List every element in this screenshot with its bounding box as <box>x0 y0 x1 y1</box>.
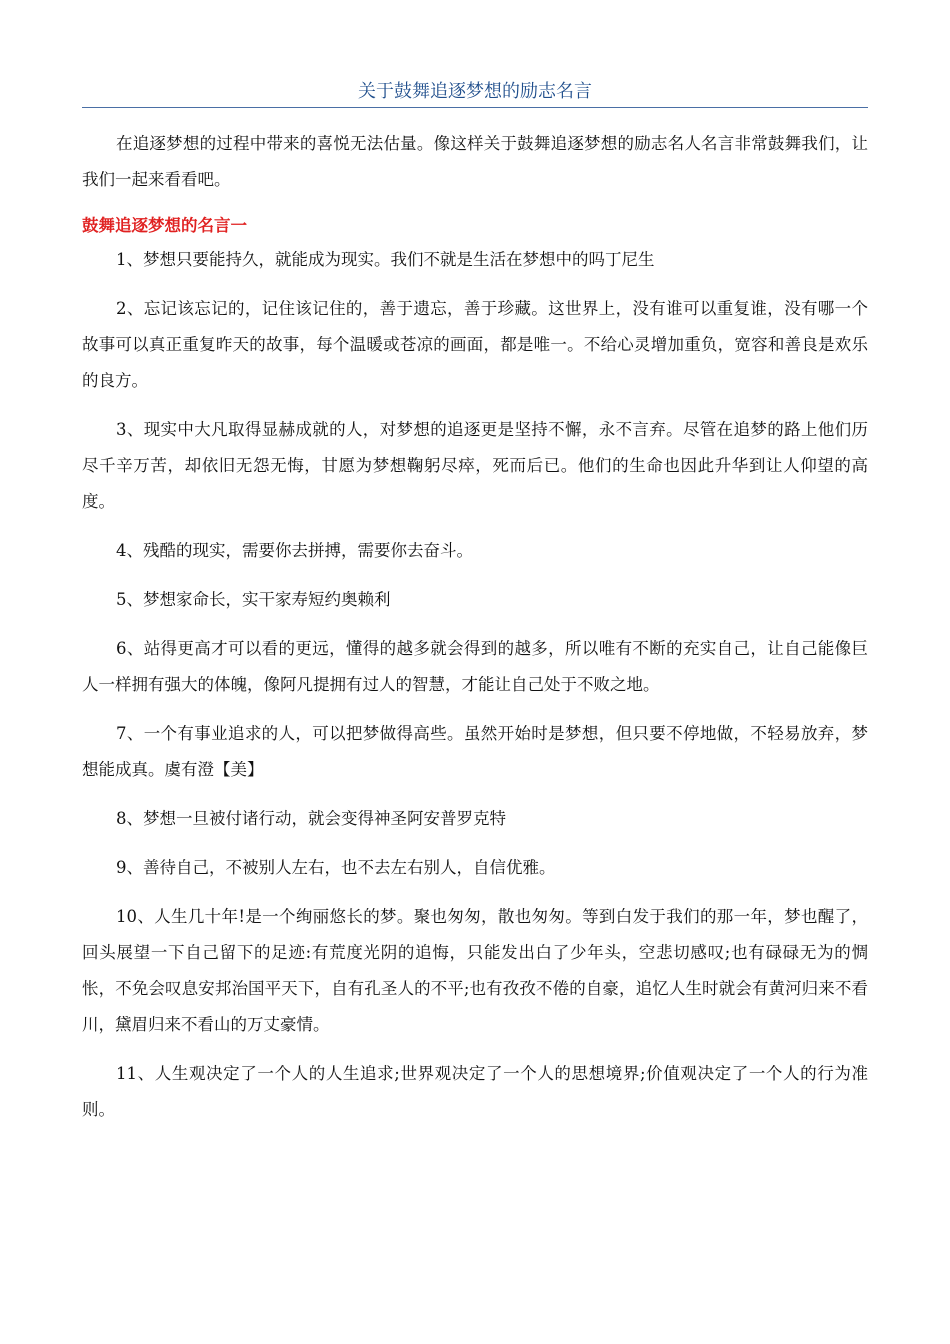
quote-item: 6、站得更高才可以看的更远，懂得的越多就会得到的越多，所以唯有不断的充实自己，让自己能像巨人一样拥有强大的体魄，像阿凡提拥有过人的智慧，才能让自己处于不败之地。 <box>82 639 868 694</box>
quote-item: 3、现实中大凡取得显赫成就的人，对梦想的追逐更是坚持不懈，永不言弃。尽管在追梦的路上他们历尽千辛万苦，却依旧无怨无悔，甘愿为梦想鞠躬尽瘁，死而后已。他们的生命也因此升华到让人仰望的高度。 <box>82 420 868 511</box>
quote-item: 5、梦想家命长，实干家寿短约奥赖利 <box>116 590 391 609</box>
quote-item: 7、一个有事业追求的人，可以把梦做得高些。虽然开始时是梦想，但只要不停地做，不轻易放弃，梦想能成真。虞有澄【美】 <box>82 724 868 779</box>
quote-item: 9、善待自己，不被别人左右，也不去左右别人，自信优雅。 <box>116 858 556 877</box>
quote-item: 1、梦想只要能持久，就能成为现实。我们不就是生活在梦想中的吗丁尼生 <box>116 250 655 269</box>
page-title: 关于鼓舞追逐梦想的励志名言 <box>358 81 592 102</box>
quote-item: 2、忘记该忘记的，记住该记住的，善于遗忘，善于珍藏。这世界上，没有谁可以重复谁，没有哪一个故事可以真正重复昨天的故事，每个温暖或苍凉的画面，都是唯一。不给心灵增加重负，宽容和善良是欢乐的良方。 <box>82 299 868 390</box>
intro-paragraph: 在追逐梦想的过程中带来的喜悦无法估量。像这样关于鼓舞追逐梦想的励志名人名言非常鼓舞我们，让我们一起来看看吧。 <box>82 134 868 189</box>
quote-item: 10、人生几十年!是一个绚丽悠长的梦。聚也匆匆，散也匆匆。等到白发于我们的那一年，梦也醒了，回头展望一下自己留下的足迹:有荒度光阴的追悔，只能发出白了少年头，空悲切感叹;也有碌碌无为的惆怅，不免会叹息安邦治国平天下，自有孔圣人的不平;也有孜孜不倦的自豪，追忆人生时就会有黄河归来不看川，黛眉归来不看山的万丈豪情。 <box>82 907 868 1034</box>
section-heading: 鼓舞追逐梦想的名言一 <box>82 216 247 235</box>
document-body <box>82 126 868 1141</box>
quote-item: 11、人生观决定了一个人的人生追求;世界观决定了一个人的思想境界;价值观决定了一个人的行为准则。 <box>82 1064 868 1119</box>
header-divider <box>82 107 868 108</box>
quote-item: 8、梦想一旦被付诸行动，就会变得神圣阿安普罗克特 <box>116 809 506 828</box>
quote-item: 4、残酷的现实，需要你去拼搏，需要你去奋斗。 <box>116 541 473 560</box>
